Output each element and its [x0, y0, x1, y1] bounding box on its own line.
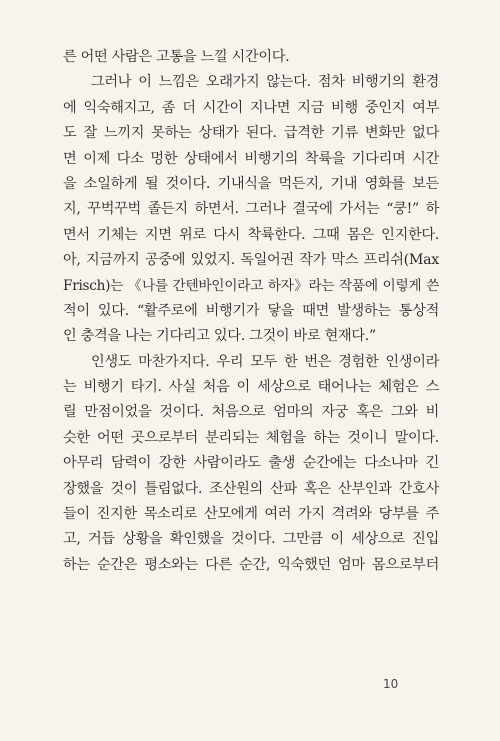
text-line: 인생도 마찬가지다. 우리 모두 한 번은 경험한 인생이라	[91, 353, 439, 370]
text-line: 에 익숙해지고, 좀 더 시간이 지나면 지금 비행 중인지 여부	[63, 99, 439, 116]
paragraph-2	[63, 70, 439, 349]
paragraph-1	[63, 45, 439, 70]
text-line: 을 소일하게 될 것이다. 기내식을 먹든지, 기내 영화를 보든	[63, 175, 439, 192]
page-body	[63, 45, 439, 578]
text-line: 슷한 어떤 곳으로부터 분리되는 체험을 하는 것이니 말이다.	[63, 429, 439, 446]
text-line: 는 비행기 타기. 사실 처음 이 세상으로 태어나는 체험은 스	[63, 379, 439, 396]
text-line: 릴 만점이었을 것이다. 처음으로 엄마의 자궁 혹은 그와 비	[63, 404, 439, 421]
text-line: 아, 지금까지 공중에 있었지. 독일어권 작가 막스 프리쉬(Max	[63, 252, 439, 269]
text-line: 른 어떤 사람은 고통을 느낄 시간이다.	[63, 49, 290, 65]
text-line: Frisch)는 《나를 간텐바인이라고 하자》라는 작품에 이렇게 쓴	[63, 277, 439, 294]
text-line: 그러나 이 느낌은 오래가지 않는다. 점차 비행기의 환경	[91, 74, 439, 91]
text-line: 고, 거듭 상황을 확인했을 것이다. 그만큼 이 세상으로 진입	[63, 531, 439, 548]
text-line: 지, 꾸벅꾸벅 졸든지 하면서. 그러나 결국에 가서는 “쿵!” 하	[63, 201, 439, 218]
text-line: 인 충격을 나는 기다리고 있다. 그것이 바로 현재다.”	[63, 328, 376, 345]
text-line: 장했을 것이 틀림없다. 조산원의 산파 혹은 산부인과 간호사	[63, 480, 439, 497]
text-line: 아무리 담력이 강한 사람이라도 출생 순간에는 다소나마 긴	[63, 455, 439, 472]
page-number: 10	[383, 677, 399, 691]
text-line: 면 이제 다소 멍한 상태에서 비행기의 착륙을 기다리며 시간	[63, 150, 439, 167]
text-line: 하는 순간은 평소와는 다른 순간, 익숙했던 엄마 몸으로부터	[63, 556, 439, 573]
text-line: 면서 기체는 지면 위로 다시 착륙한다. 그때 몸은 인지한다.	[63, 226, 439, 243]
text-line: 들이 진지한 목소리로 산모에게 여러 가지 격려와 당부를 주	[63, 506, 439, 523]
paragraph-3	[63, 350, 439, 579]
text-line: 도 잘 느끼지 못하는 상태가 된다. 급격한 기류 변화만 없다	[63, 125, 439, 142]
text-line: 적이 있다. “활주로에 비행기가 닿을 때면 발생하는 통상적	[63, 302, 439, 319]
